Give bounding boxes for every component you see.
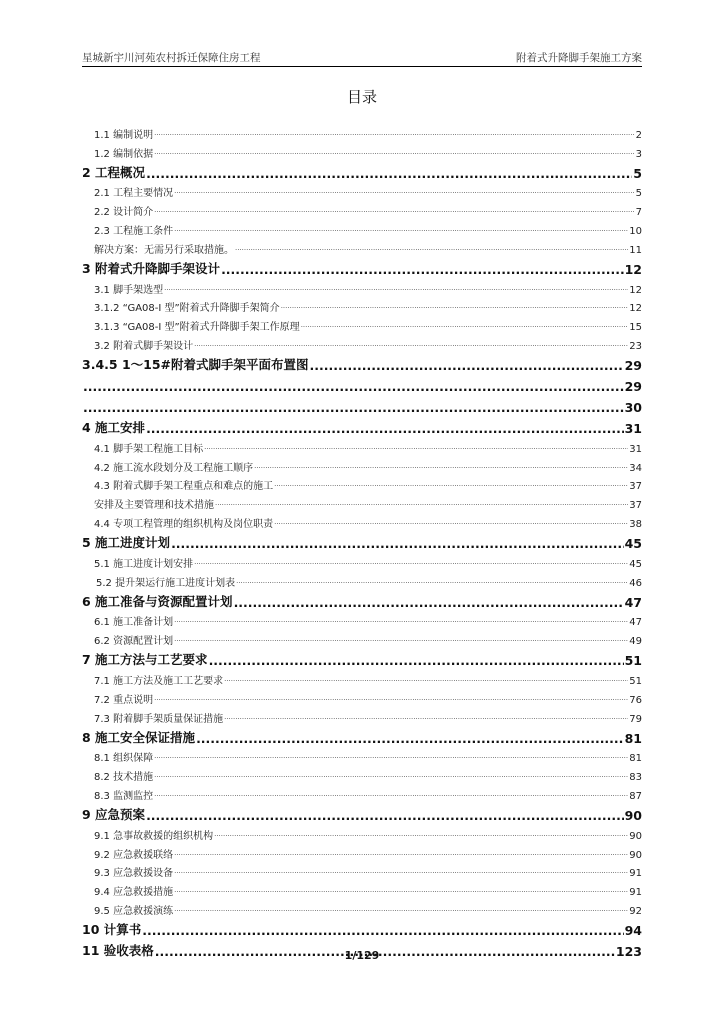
toc-dot-leader — [83, 379, 624, 394]
toc-dot-leader — [236, 576, 628, 589]
toc-entry[interactable] — [82, 394, 642, 415]
toc-entry[interactable] — [82, 256, 642, 277]
toc-entry[interactable] — [82, 746, 642, 765]
toc-dot-leader — [154, 789, 628, 802]
toc-entry-page: 10 — [629, 225, 642, 237]
toc-entry-label: 3.1.2 “GA08-I 型”附着式升降脚手架简介 — [94, 303, 280, 315]
toc-entry-page: 91 — [629, 868, 642, 880]
toc-entry-label: 3 附着式升降脚手架设计 — [82, 260, 221, 276]
toc-dot-leader — [274, 517, 628, 530]
toc-entry-label: 7.1 施工方法及施工工艺要求 — [94, 675, 224, 687]
toc-entry-label: 8.3 监测监控 — [94, 790, 154, 802]
toc-dot-leader — [171, 536, 624, 551]
toc-dot-leader — [221, 262, 624, 277]
header-project-name: 星城新宇川河苑农村拆迁保障住房工程 — [82, 52, 261, 64]
toc-entry-label: 2.3 工程施工条件 — [94, 225, 174, 237]
toc-entry-page: 90 — [629, 849, 642, 861]
toc-entry[interactable] — [82, 530, 642, 551]
toc-entry-page: 29 — [624, 378, 642, 394]
toc-entry[interactable] — [82, 783, 642, 802]
toc-dot-leader — [154, 751, 628, 764]
toc-entry-page: 51 — [629, 675, 642, 687]
toc-entry-label: 7 施工方法与工艺要求 — [82, 652, 208, 668]
toc-entry-page: 5 — [635, 188, 642, 200]
toc-dot-leader — [224, 674, 628, 687]
toc-entry-label: 3.2 附着式脚手架设计 — [94, 340, 194, 352]
toc-dot-leader — [146, 421, 624, 436]
toc-entry-label: 5.2 提升架运行施工进度计划表 — [96, 577, 236, 589]
toc-entry-page: 30 — [624, 399, 642, 415]
toc-entry-label: 9.1 急事故救援的组织机构 — [94, 830, 214, 842]
page-footer — [0, 949, 724, 962]
toc-dot-leader — [196, 731, 624, 746]
toc-entry-label: 9.3 应急救援设备 — [94, 868, 174, 880]
toc-dot-leader — [174, 615, 628, 628]
toc-entry[interactable] — [82, 842, 642, 861]
toc-entry-page: 46 — [629, 577, 642, 589]
toc-entry-label: 3.4.5 1～15#附着式脚手架平面布置图 — [82, 356, 309, 372]
toc-dot-leader — [174, 848, 628, 861]
toc-entry[interactable] — [82, 141, 642, 160]
toc-dot-leader — [154, 205, 635, 218]
toc-entry-page: 92 — [629, 905, 642, 917]
toc-entry-label: 6 施工准备与资源配置计划 — [82, 593, 233, 609]
toc-entry-label: 3.1.3 “GA08-I 型”附着式升降脚手架工作原理 — [94, 322, 300, 334]
toc-entry[interactable] — [82, 352, 642, 373]
toc-entry-page: 87 — [629, 790, 642, 802]
toc-entry-page: 2 — [635, 129, 642, 141]
toc-entry-page: 38 — [629, 518, 642, 530]
toc-entry-page: 81 — [624, 730, 642, 746]
toc-entry-page: 29 — [624, 357, 642, 373]
toc-entry[interactable] — [82, 668, 642, 687]
toc-dot-leader — [281, 301, 629, 314]
toc-dot-leader — [146, 808, 624, 823]
toc-dot-leader — [154, 693, 628, 706]
toc-entry-label: 6.1 施工准备计划 — [94, 617, 174, 629]
toc-entry[interactable] — [82, 436, 642, 455]
toc-entry-label: 4.3 附着式脚手架工程重点和难点的施工 — [94, 481, 274, 493]
toc-entry-page: 45 — [629, 558, 642, 570]
toc-entry-page: 83 — [629, 772, 642, 784]
toc-dot-leader — [215, 498, 628, 511]
toc-entry-page: 12 — [629, 284, 642, 296]
toc-entry-label: 1.1 编制说明 — [94, 129, 154, 141]
toc-entry-page: 51 — [624, 653, 642, 669]
toc-dot-leader — [209, 653, 624, 668]
toc-entry[interactable] — [82, 333, 642, 352]
toc-entry[interactable] — [82, 917, 642, 938]
toc-entry-page: 123 — [615, 943, 642, 959]
toc-entry-page: 23 — [629, 340, 642, 352]
toc-dot-leader — [174, 904, 628, 917]
toc-dot-leader — [234, 595, 624, 610]
toc-dot-leader — [301, 320, 629, 333]
toc-entry-label: 解决方案：无需另行采取措施。 — [94, 244, 234, 256]
toc-entry[interactable] — [82, 218, 642, 237]
toc-entry[interactable] — [82, 725, 642, 746]
toc-entry-page: 79 — [629, 713, 642, 725]
toc-entry[interactable] — [82, 237, 642, 256]
toc-dot-leader — [154, 147, 635, 160]
toc-dot-leader — [235, 243, 628, 256]
toc-dot-leader — [224, 712, 628, 725]
toc-entry-label: 3.1 脚手架选型 — [94, 284, 164, 296]
toc-entry[interactable] — [82, 511, 642, 530]
toc-entry[interactable] — [82, 802, 642, 823]
toc-entry[interactable] — [82, 181, 642, 200]
toc-dot-leader — [174, 634, 628, 647]
toc-entry[interactable] — [82, 898, 642, 917]
toc-entry-label: 4.2 施工流水段划分及工程施工顺序 — [94, 462, 254, 474]
page-header — [82, 50, 642, 66]
toc-entry[interactable] — [82, 610, 642, 629]
toc-entry[interactable] — [82, 628, 642, 647]
toc-entry-page: 31 — [624, 420, 642, 436]
header-document-name: 附着式升降脚手架施工方案 — [516, 52, 642, 64]
toc-entry-page: 45 — [624, 535, 642, 551]
toc-entry-label: 4 施工安排 — [82, 419, 146, 435]
toc-entry[interactable] — [82, 314, 642, 333]
toc-dot-leader — [274, 479, 628, 492]
toc-entry-page: 11 — [629, 244, 642, 256]
toc-entry[interactable] — [82, 647, 642, 668]
current-page-number: 1 — [344, 949, 353, 962]
toc-entry-label: 6.2 资源配置计划 — [94, 636, 174, 648]
toc-entry[interactable] — [82, 706, 642, 725]
toc-dot-leader — [254, 461, 628, 474]
toc-dot-leader — [174, 866, 628, 879]
toc-entry-page: 12 — [629, 303, 642, 315]
table-of-contents — [82, 122, 642, 959]
toc-entry-label: 安排及主要管理和技术措施 — [94, 500, 214, 512]
toc-dot-leader — [204, 442, 628, 455]
toc-entry[interactable] — [82, 373, 642, 394]
toc-entry-page: 94 — [624, 922, 642, 938]
toc-entry-label: 2.2 设计简介 — [94, 207, 154, 219]
toc-dot-leader — [194, 339, 628, 352]
toc-dot-leader — [310, 358, 624, 373]
toc-entry-label: 11 验收表格 — [82, 942, 154, 958]
toc-entry-label: 1.2 编制依据 — [94, 148, 154, 160]
toc-entry-page: 49 — [629, 636, 642, 648]
toc-dot-leader — [194, 557, 628, 570]
toc-entry[interactable] — [82, 199, 642, 218]
header-rule — [82, 66, 642, 67]
toc-entry-page: 90 — [624, 807, 642, 823]
toc-entry[interactable] — [82, 474, 642, 493]
toc-entry[interactable] — [82, 589, 642, 610]
toc-entry-page: 34 — [629, 462, 642, 474]
toc-entry-label: 5 施工进度计划 — [82, 534, 171, 550]
toc-dot-leader — [174, 885, 628, 898]
toc-entry-label: 5.1 施工进度计划安排 — [94, 558, 194, 570]
toc-entry-label: 4.4 专项工程管理的组织机构及岗位职责 — [94, 518, 274, 530]
toc-entry[interactable] — [82, 455, 642, 474]
toc-entry-label: 4.1 脚手架工程施工目标 — [94, 443, 204, 455]
toc-entry-label: 10 计算书 — [82, 921, 142, 937]
toc-entry-label: 9 应急预案 — [82, 806, 146, 822]
toc-entry-page: 90 — [629, 830, 642, 842]
toc-dot-leader — [154, 770, 628, 783]
toc-entry-page: 81 — [629, 753, 642, 765]
toc-entry[interactable] — [82, 861, 642, 880]
toc-entry[interactable] — [82, 492, 642, 511]
toc-dot-leader — [154, 128, 635, 141]
toc-dot-leader — [174, 224, 628, 237]
toc-entry-page: 12 — [624, 261, 642, 277]
toc-entry-label: 9.5 应急救援演练 — [94, 905, 174, 917]
toc-entry-page: 7 — [635, 207, 642, 219]
toc-dot-leader — [174, 186, 635, 199]
toc-entry-label: 7.3 附着脚手架质量保证措施 — [94, 713, 224, 725]
toc-entry-label: 9.2 应急救援联络 — [94, 849, 174, 861]
toc-entry[interactable] — [82, 277, 642, 296]
toc-entry[interactable] — [82, 551, 642, 570]
toc-title: 目录 — [346, 88, 377, 106]
toc-entry-page: 3 — [635, 148, 642, 160]
toc-entry-page: 91 — [629, 887, 642, 899]
toc-entry-page: 47 — [624, 594, 642, 610]
toc-entry-page: 47 — [629, 617, 642, 629]
toc-entry[interactable] — [82, 570, 642, 589]
toc-entry-label: 2.1 工程主要情况 — [94, 188, 174, 200]
toc-entry-label: 8 施工安全保证措施 — [82, 729, 196, 745]
toc-dot-leader — [83, 400, 624, 415]
toc-entry[interactable] — [82, 687, 642, 706]
toc-entry[interactable] — [82, 122, 642, 141]
toc-entry-label: 2 工程概况 — [82, 164, 146, 180]
toc-entry-label: 7.2 重点说明 — [94, 694, 154, 706]
toc-entry[interactable] — [82, 160, 642, 181]
toc-dot-leader — [146, 166, 632, 181]
toc-entry[interactable] — [82, 879, 642, 898]
toc-entry[interactable] — [82, 823, 642, 842]
toc-entry[interactable] — [82, 764, 642, 783]
toc-entry-page: 76 — [629, 694, 642, 706]
total-pages: 129 — [356, 949, 380, 962]
toc-entry-page: 5 — [633, 165, 642, 181]
toc-entry[interactable] — [82, 415, 642, 436]
toc-entry-label: 8.2 技术措施 — [94, 772, 154, 784]
toc-entry[interactable] — [82, 296, 642, 315]
toc-entry-page: 37 — [629, 500, 642, 512]
toc-entry-label: 9.4 应急救援措施 — [94, 887, 174, 899]
toc-dot-leader — [164, 283, 628, 296]
toc-dot-leader — [214, 829, 628, 842]
toc-entry-label: 8.1 组织保障 — [94, 753, 154, 765]
toc-entry-page: 37 — [629, 481, 642, 493]
toc-entry-page: 31 — [629, 443, 642, 455]
toc-dot-leader — [142, 923, 623, 938]
toc-entry-page: 15 — [629, 322, 642, 334]
page-separator: / — [352, 949, 357, 962]
